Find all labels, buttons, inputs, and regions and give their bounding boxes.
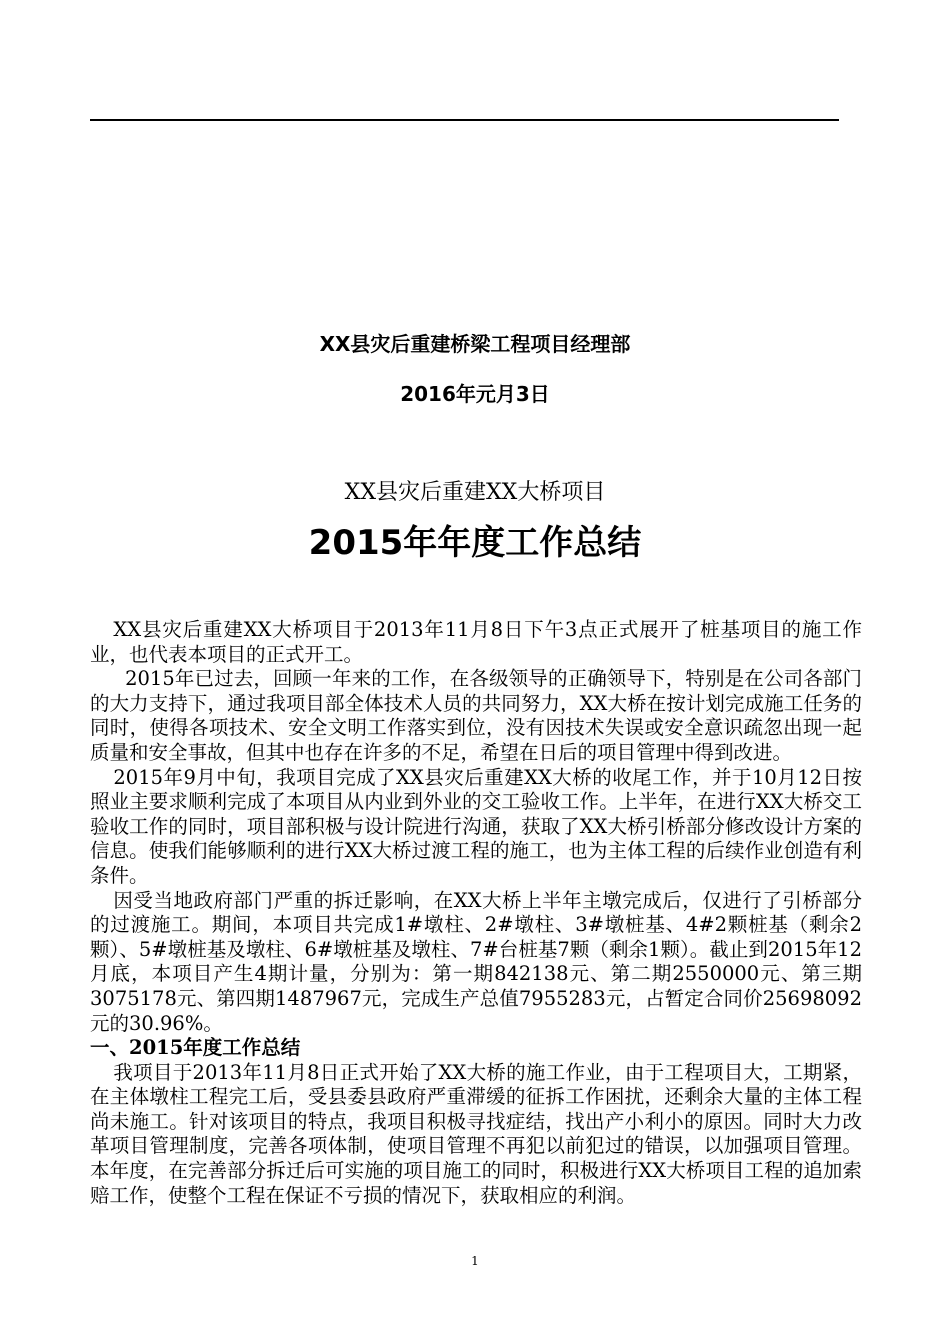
organization-name: XX县灾后重建桥梁工程项目经理部 bbox=[319, 332, 631, 356]
paragraph-progress: 因受当地政府部门严重的拆迁影响，在XX大桥上半年主墩完成后，仅进行了引桥部分的过渡施工。期间，本项目共完成1#墩柱、2#墩柱、3#墩桩基、4#2颗桩基（剩余2颗）、5#墩桩基及墩柱、6#墩桩基及墩柱、7#台桩基7颗（剩余1颗）。截止到2015年12月底，本项目产生4期计量，分别为：第一期842138元、第二期2550000元、第三期3075178元、第四期1487967元，完成生产总值7955283元，占暂定合同价25698092元的30.96%。 bbox=[90, 888, 862, 1035]
header-rule bbox=[90, 119, 839, 121]
section-heading: 一、2015年度工作总结 bbox=[90, 1036, 301, 1060]
document-subtitle: XX县灾后重建XX大桥项目 bbox=[344, 480, 606, 505]
paragraph-intro: XX县灾后重建XX大桥项目于2013年11月8日下午3点正式展开了桩基项目的施工作业，也代表本项目的正式开工。 bbox=[90, 618, 862, 666]
document-date: 2016年元月3日 bbox=[400, 382, 550, 406]
paragraph-completion: 2015年9月中旬，我项目完成了XX县灾后重建XX大桥的收尾工作，并于10月12日按照业主要求顺利完成了本项目从内业到外业的交工验收工作。上半年，在进行XX大桥交工验收工作的同时，项目部积极与设计院进行沟通，获取了XX大桥引桥部分修改设计方案的信息。使我们能够顺利的进行XX大桥过渡工程的施工，也为主体工程的后续作业创造有利条件。 bbox=[90, 765, 862, 887]
paragraph-section-one: 我项目于2013年11月8日正式开始了XX大桥的施工作业，由于工程项目大，工期紧，在主体墩柱工程完工后，受县委县政府严重滞缓的征拆工作困扰，还剩余大量的主体工程尚未施工。针对该项目的特点，我项目积极寻找症结，找出产小利小的原因。同时大力改革项目管理制度，完善各项体制，使项目管理不再犯以前犯过的错误，以加强项目管理。本年度，在完善部分拆迁后可实施的项目施工的同时，积极进行XX大桥项目工程的追加索赔工作，使整个工程在保证不亏损的情况下，获取相应的利润。 bbox=[90, 1060, 862, 1207]
document-title: 2015年年度工作总结 bbox=[308, 523, 642, 563]
paragraph-review: 2015年已过去，回顾一年来的工作，在各级领导的正确领导下，特别是在公司各部门的大力支持下，通过我项目部全体技术人员的共同努力，XX大桥在按计划完成施工任务的同时，使得各项技术、安全文明工作落实到位，没有因技术失误或安全意识疏忽出现一起质量和安全事故，但其中也存在许多的不足，希望在日后的项目管理中得到改进。 bbox=[90, 667, 862, 764]
page-number: 1 bbox=[471, 1254, 479, 1268]
document-body bbox=[90, 618, 862, 1208]
